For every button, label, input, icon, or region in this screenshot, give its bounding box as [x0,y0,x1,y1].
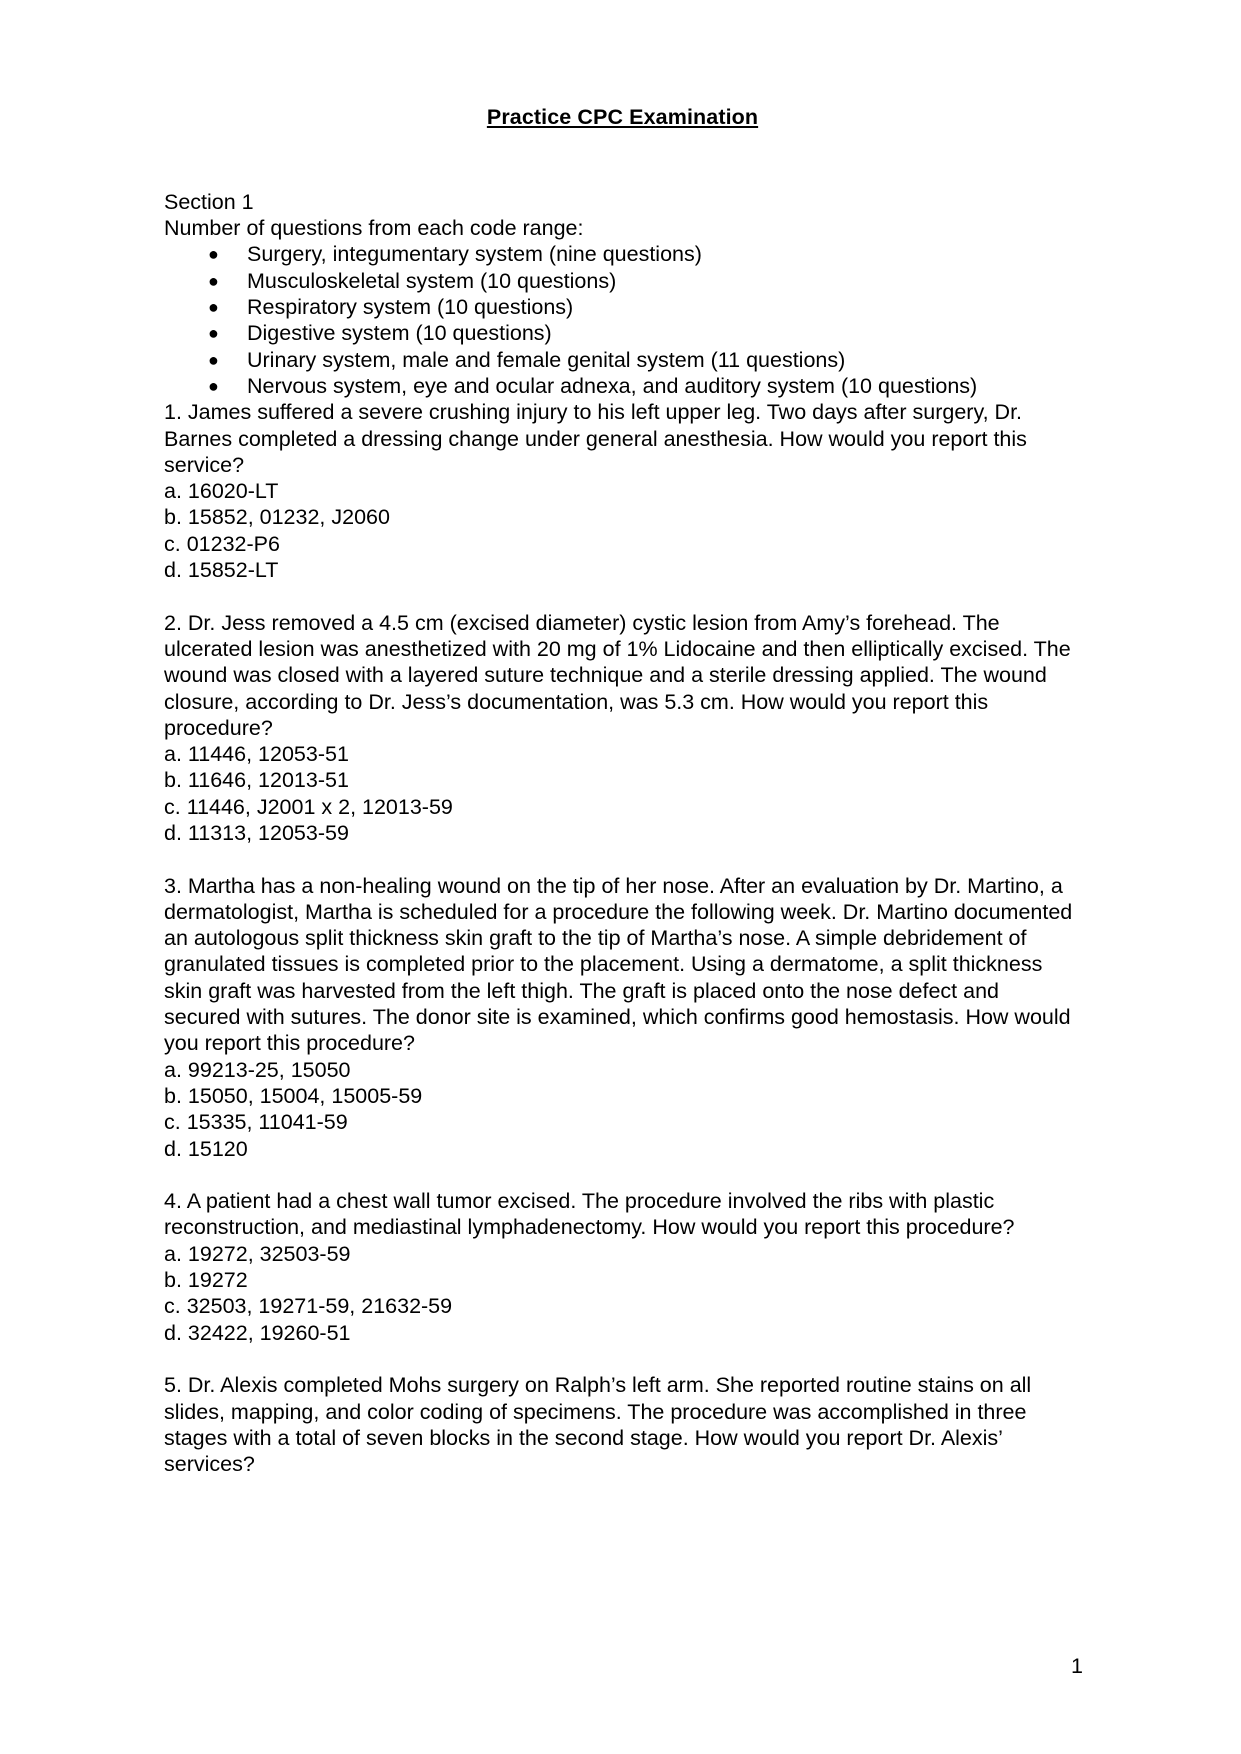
answer-list [164,1241,1081,1346]
answer-list [164,478,1081,583]
bullet-icon: ● [208,244,219,265]
list-item-label: Respiratory system (10 questions) [247,295,574,320]
list-item-label: Urinary system, male and female genital system (11 questions) [247,347,846,372]
answer-option[interactable]: d. 15852-LT [164,558,279,583]
answer-option[interactable]: c. 15335, 11041-59 [164,1110,348,1135]
code-range-intro: Number of questions from each code range: [164,216,584,241]
answer-option[interactable]: b. 11646, 12013-51 [164,768,349,793]
list-item [164,373,1081,399]
bullet-icon: ● [208,270,219,291]
answer-option[interactable]: a. 99213-25, 15050 [164,1057,351,1082]
question-block-2 [164,610,1081,847]
answer-option[interactable]: a. 16020-LT [164,479,279,504]
list-item-label: Surgery, integumentary system (nine questions) [247,242,702,267]
answer-option[interactable]: d. 32422, 19260-51 [164,1320,351,1345]
answer-option[interactable]: c. 32503, 19271-59, 21632-59 [164,1294,453,1319]
list-item-label: Nervous system, eye and ocular adnexa, and auditory system (10 questions) [247,373,978,398]
question-block-1 [164,399,1081,583]
code-range-list [164,241,1081,399]
answer-option[interactable]: c. 01232-P6 [164,531,280,556]
question-text: 3. Martha has a non-healing wound on the tip of her nose. After an evaluation by Dr. Martino, a dermatologist, Martha is scheduled for a procedure the following week. Dr. Martino documented an autologous split thickness skin graft to the tip of Martha’s nose. A simple debridement of granulated tissues is completed prior to the placement. Using a dermatome, a split thickness skin graft was harvested from the left thigh. The graft is placed onto the nose defect and secured with sutures. The donor site is examined, which confirms good hemostasis. How would you report this procedure? [164,873,1073,1056]
question-block-4 [164,1188,1081,1346]
bullet-icon: ● [208,297,219,318]
bullet-icon: ● [208,323,219,344]
answer-option[interactable]: a. 19272, 32503-59 [164,1241,351,1266]
list-item [164,241,1081,267]
page-title: Practice CPC Examination [486,105,759,129]
answer-option[interactable]: b. 19272 [164,1268,248,1293]
section-label: Section 1 [164,189,254,214]
answer-option[interactable]: d. 15120 [164,1136,248,1161]
list-item-label: Musculoskeletal system (10 questions) [247,268,617,293]
answer-option[interactable]: d. 11313, 12053-59 [164,821,349,845]
list-item [164,294,1081,320]
question-text: 1. James suffered a severe crushing injury to his left upper leg. Two days after surgery, Dr. Barnes completed a dressing change under general anesthesia. How would you report this service? [164,400,1027,477]
page-number: 1 [1071,1653,1083,1678]
list-item [164,320,1081,346]
question-text: 2. Dr. Jess removed a 4.5 cm (excised diameter) cystic lesion from Amy’s forehead. The ulcerated lesion was anesthetized with 20 mg of 1% Lidocaine and then elliptically excised. The wound was closed with a layered suture technique and a sterile dressing applied. The wound closure, according to Dr. Jess’s documentation, was 5.3 cm. How would you report this procedure? [164,610,1071,740]
answer-option[interactable]: a. 11446, 12053-51 [164,742,349,767]
list-item [164,268,1081,294]
answer-list [164,741,1081,846]
answer-option[interactable]: b. 15050, 15004, 15005-59 [164,1083,423,1108]
answer-option[interactable]: b. 15852, 01232, J2060 [164,505,390,530]
answer-option[interactable]: c. 11446, J2001 x 2, 12013-59 [164,794,453,819]
question-text: 5. Dr. Alexis completed Mohs surgery on Ralph’s left arm. She reported routine stains on all slides, mapping, and color coding of specimens. The procedure was accomplished in three stages with a total of seven blocks in the second stage. How would you report Dr. Alexis’ services? [164,1373,1032,1477]
bullet-icon: ● [208,349,219,370]
list-item [164,347,1081,373]
bullet-icon: ● [208,375,219,396]
answer-list [164,1057,1081,1162]
question-text: 4. A patient had a chest wall tumor excised. The procedure involved the ribs with plastic reconstruction, and mediastinal lymphadenectomy. How would you report this procedure? [164,1189,1015,1240]
list-item-label: Digestive system (10 questions) [247,321,552,346]
question-block-3 [164,873,1081,1162]
question-block-5 [164,1372,1081,1477]
